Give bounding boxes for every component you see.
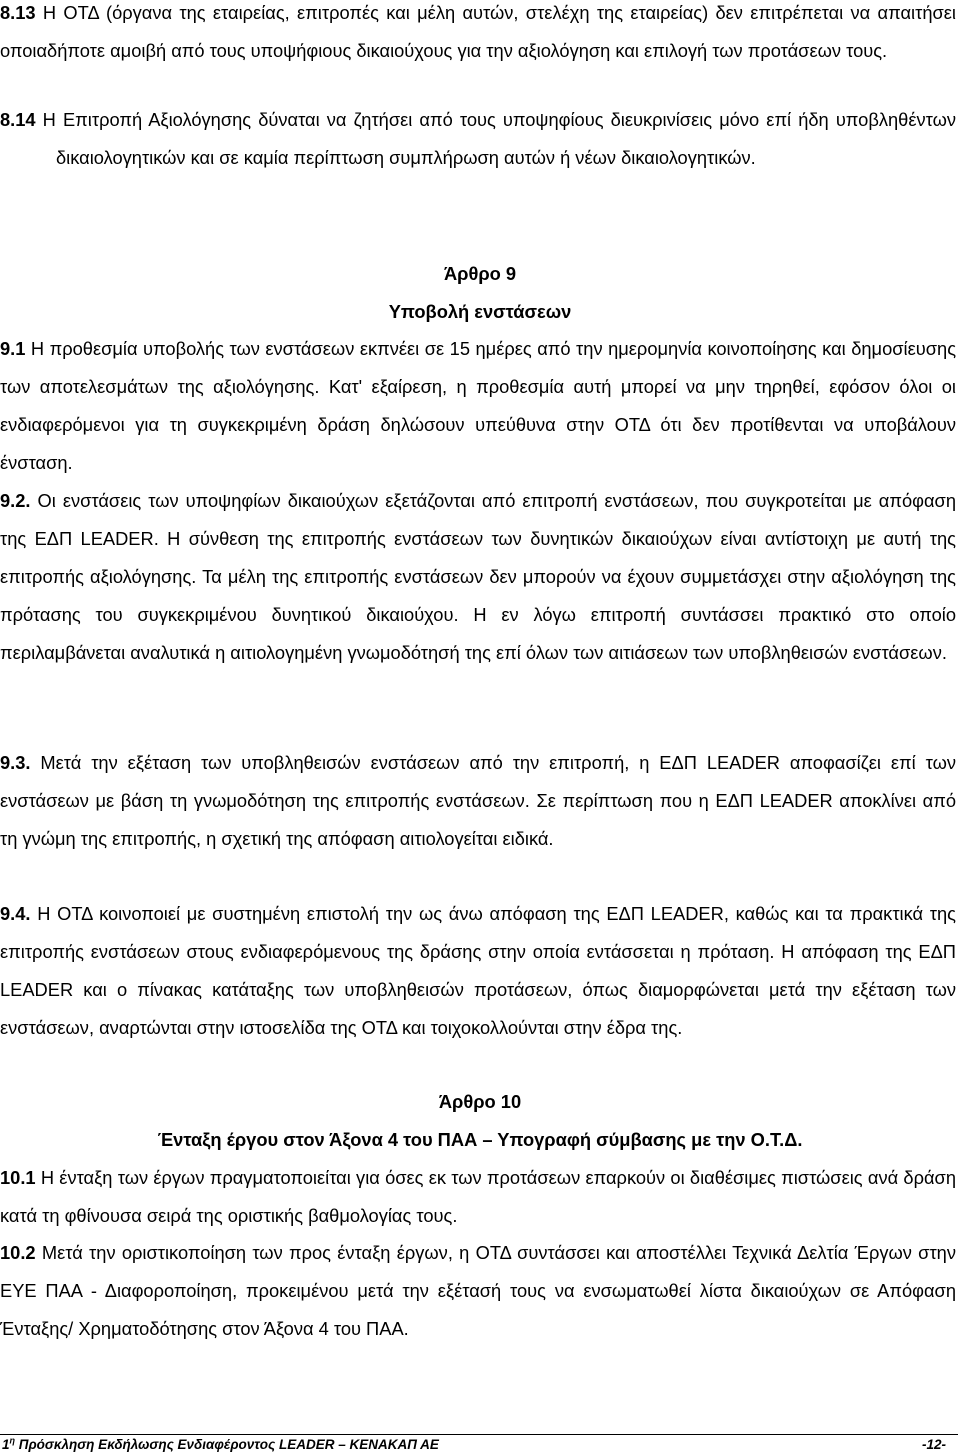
paragraph-text: Μετά την εξέταση των υποβληθεισών ενστάσεων από την επιτροπή, η ΕΔΠ LEADER αποφασίζει επί των ενστάσεων με βάση τη γνωμοδότηση της επιτροπής ενστάσεων. Σε περίπτωση που η ΕΔΠ LEADER αποκλίνει από τη γνώμη της επιτροπής, η σχετική της απόφαση αιτιολογείται ειδικά. xyxy=(0,752,956,849)
footer-title xyxy=(2,1436,439,1454)
paragraph-number: 9.2. xyxy=(0,490,31,511)
paragraph-number: 9.3. xyxy=(0,752,31,773)
footer-ordinal-suffix: η xyxy=(9,1435,16,1446)
footer-title-text: Πρόσκληση Εκδήλωσης Ενδιαφέροντος LEADER – ΚΕΝΑΚΑΠ ΑΕ xyxy=(15,1437,439,1452)
paragraph-number: 10.2 xyxy=(0,1242,36,1263)
footer-divider xyxy=(0,1434,958,1435)
paragraph-9-2 xyxy=(0,482,956,672)
paragraph-9-1 xyxy=(0,330,956,482)
paragraph-text: Η Επιτροπή Αξιολόγησης δύναται να ζητήσει από τους υποψηφίους διευκρινίσεις μόνο επί ήδη υποβληθέντων δικαιολογητικών και σε καμία περίπτωση συμπλήρωση αυτών ή νέων δικαιολογητικών. xyxy=(35,109,956,168)
paragraph-number: 9.1 xyxy=(0,338,26,359)
paragraph-10-2 xyxy=(0,1234,956,1348)
paragraph-text: Οι ενστάσεις των υποψηφίων δικαιούχων εξετάζονται από επιτροπή ενστάσεων, που συγκροτείται με απόφαση της ΕΔΠ LEADER. Η σύνθεση της επιτροπής ενστάσεων των δυνητικών δικαιούχων είναι αντίστοιχη με αυτή της επιτροπής αξιολόγησης. Τα μέλη της επιτροπής ενστάσεων δεν μπορούν να έχουν συμμετάσχει στην αξιολόγηση της πρότασης του συγκεκριμένου δυνητικού δικαιούχου. Η εν λόγω επιτροπή συντάσσει πρακτικό στο οποίο περιλαμβάνεται αναλυτικά η αιτιολογημένη γνωμοδότησή της επί όλων των αιτιάσεων των υποβληθεισών ενστάσεων. xyxy=(0,490,956,663)
paragraph-text: Η ένταξη των έργων πραγματοποιείται για όσες εκ των προτάσεων επαρκούν οι διαθέσιμες πιστώσεις ανά δράση κατά τη φθίνουσα σειρά της οριστικής βαθμολογίας τους. xyxy=(0,1167,956,1226)
paragraph-10-1 xyxy=(0,1159,956,1235)
page-number: -12- xyxy=(921,1437,946,1452)
paragraph-text: Η ΟΤΔ κοινοποιεί με συστημένη επιστολή την ως άνω απόφαση της ΕΔΠ LEADER, καθώς και τα πρακτικά της επιτροπής ενστάσεων στους ενδιαφερόμενους της δράσης στην οποία εντάσσεται η πρόταση. Η απόφαση της ΕΔΠ LEADER και ο πίνακας κατάταξης των υποβληθεισών προτάσεων, όπως διαμορφώνεται μετά την εξέταση των ενστάσεων, αναρτώνται στην ιστοσελίδα της ΟΤΔ και τοιχοκολλούνται στην έδρα της. xyxy=(0,903,956,1038)
paragraph-text: Η προθεσμία υποβολής των ενστάσεων εκπνέει σε 15 ημέρες από την ημερομηνία κοινοποίησης και δημοσίευσης των αποτελεσμάτων της αξιολόγησης. Κατ' εξαίρεση, η προθεσμία αυτή μπορεί να μην τηρηθεί, εφόσον όλοι οι ενδιαφερόμενοι για τη συγκεκριμένη δράση δηλώσουν υπεύθυνα στην ΟΤΔ ότι δεν προτίθενται να υποβάλουν ένσταση. xyxy=(0,338,956,473)
article-10-subtitle: Ένταξη έργου στον Άξονα 4 του ΠΑΑ – Υπογραφή σύμβασης με την Ο.Τ.Δ. xyxy=(157,1129,803,1150)
article-10-title: Άρθρο 10 xyxy=(438,1091,522,1112)
article-9-subtitle: Υποβολή ενστάσεων xyxy=(388,301,572,322)
footer-ordinal: 1 xyxy=(2,1437,10,1452)
article-9-title: Άρθρο 9 xyxy=(443,263,517,284)
paragraph-number: 9.4. xyxy=(0,903,31,924)
paragraph-number: 8.14 xyxy=(0,109,36,130)
paragraph-9-3 xyxy=(0,744,956,858)
paragraph-text: Η ΟΤΔ (όργανα της εταιρείας, επιτροπές και μέλη αυτών, στελέχη της εταιρείας) δεν επιτρέπεται να απαιτήσει οποιαδήποτε αμοιβή από τους υποψήφιους δικαιούχους για την αξιολόγηση και επιλογή των προτάσεων τους. xyxy=(0,2,956,61)
paragraph-number: 8.13 xyxy=(0,2,36,23)
paragraph-8-14 xyxy=(0,101,956,177)
paragraph-number: 10.1 xyxy=(0,1167,36,1188)
paragraph-9-4 xyxy=(0,895,956,1047)
paragraph-8-13 xyxy=(0,0,956,70)
paragraph-text: Μετά την οριστικοποίηση των προς ένταξη έργων, η ΟΤΔ συντάσσει και αποστέλλει Τεχνικά Δελτία Έργων στην ΕΥΕ ΠΑΑ - Διαφοροποίηση, προκειμένου μετά την εξέτασή τους να ενσωματωθεί λίστα δικαιούχων σε Απόφαση Ένταξης/ Χρηματοδότησης στον Άξονα 4 του ΠΑΑ. xyxy=(0,1242,956,1339)
